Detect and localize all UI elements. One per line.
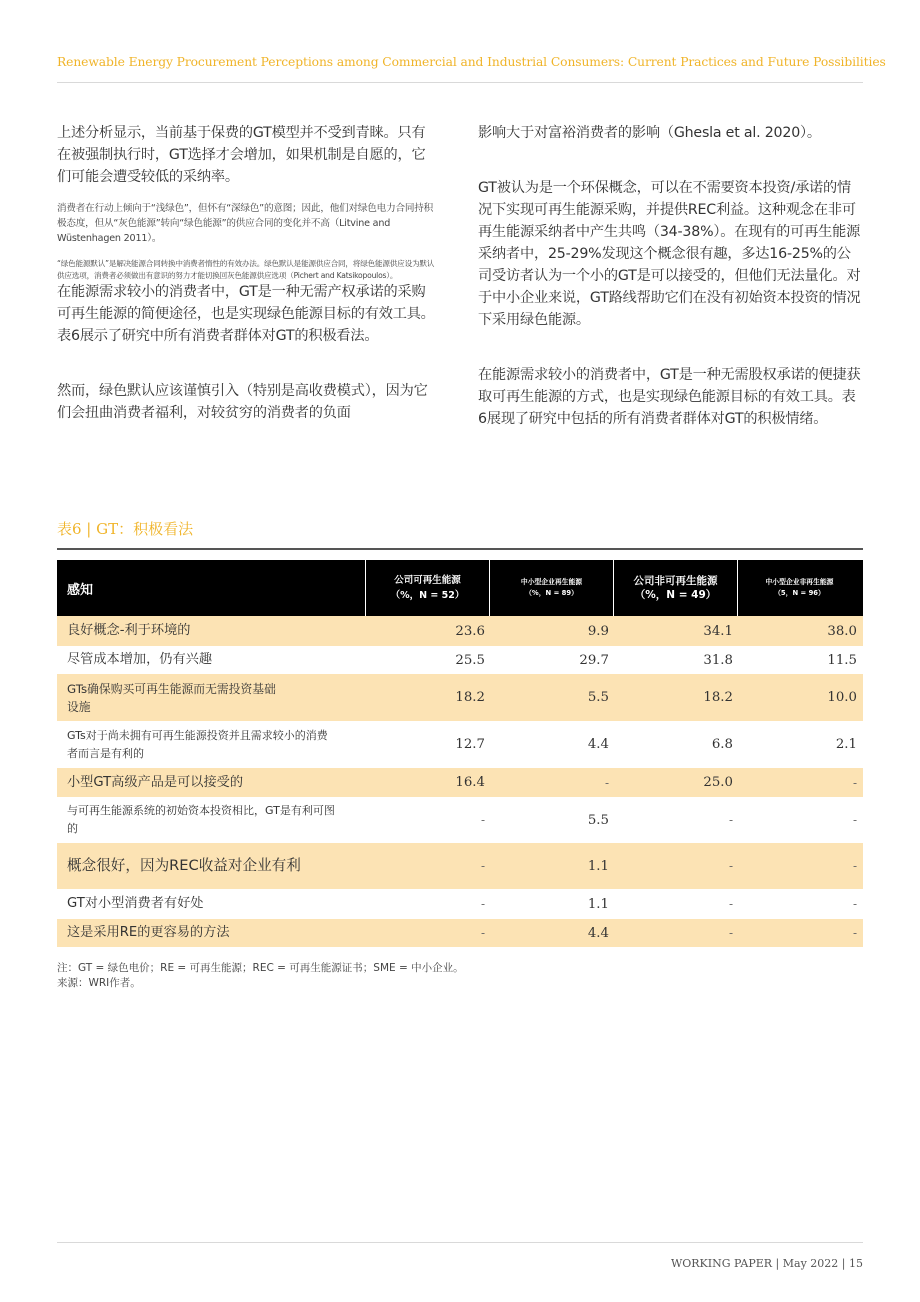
row-label: 与可再生能源系统的初始资本投资相比，GT是有利可图的 xyxy=(67,804,335,835)
left-paragraph-3: 然而，绿色默认应该谨慎引入（特别是高收费模式），因为它们会扭曲消费者福利，对较贫穷的消费者的负面 xyxy=(57,383,428,421)
header-sme-nonrenewable: 中小型企业非再生能源（5，N = 96） xyxy=(737,560,861,616)
table-title: 表6 | GT：积极看法 xyxy=(57,520,194,538)
table-row xyxy=(57,919,863,947)
value-sme-nonrenewable: - xyxy=(852,897,857,911)
right-column xyxy=(478,122,864,430)
left-column xyxy=(57,122,437,424)
value-corporate-nonrenewable: - xyxy=(728,813,733,827)
value-corporate-renewable: - xyxy=(480,813,485,827)
abbreviation-note: 注：GT = 绿色电价；RE = 可再生能源；REC = 可再生能源证书；SME = 中小企业。 xyxy=(57,962,464,974)
page-footer: WORKING PAPER | May 2022 | 15 xyxy=(670,1257,863,1270)
value-sme-nonrenewable: - xyxy=(852,926,857,940)
row-label: 小型GT高级产品是可以接受的 xyxy=(67,774,244,790)
value-sme-renewable: 1.1 xyxy=(587,896,609,912)
value-corporate-renewable: - xyxy=(480,897,485,911)
value-sme-nonrenewable: - xyxy=(852,775,857,790)
right-paragraph-1: 影响大于对富裕消费者的影响（Ghesla et al. 2020）。 xyxy=(478,125,821,141)
value-sme-renewable: 4.4 xyxy=(587,925,609,941)
left-paragraph-2: 在能源需求较小的消费者中，GT是一种无需产权承诺的采购可再生能源的简便途径，也是实现绿色能源目标的有效工具。表6展示了研究中所有消费者群体对GT的积极看法。 xyxy=(57,284,435,344)
row-label: 良好概念-利于环境的 xyxy=(67,623,191,638)
row-label: GTs对于尚未拥有可再生能源投资并且需求较小的消费者而言是有利的 xyxy=(67,728,328,760)
value-corporate-nonrenewable: - xyxy=(728,859,733,873)
value-sme-renewable: 5.5 xyxy=(587,812,609,828)
value-corporate-renewable: 23.6 xyxy=(455,623,485,639)
row-label: 尽管成本增加，仍有兴趣 xyxy=(67,652,213,667)
table-row xyxy=(57,616,863,646)
right-paragraph-2: GT被认为是一个环保概念，可以在不需要资本投资/承诺的情况下实现可再生能源采购，并提供REC利益。这种观念在非可再生能源采纳者中产生共鸣（34-38%）。在现有的可再生能源采纳者中，25-29%发现这个概念很有趣，多达16-25%的公司受访者认为一个小的GT是可以接受的，但他们无法量化。对于中小企业来说，GT路线帮助它们在没有初始资本投资的情况下采用绿色能源。 xyxy=(478,180,861,328)
value-corporate-nonrenewable: 18.2 xyxy=(703,690,733,705)
value-sme-nonrenewable: 2.1 xyxy=(835,737,857,752)
footer-divider xyxy=(57,1242,863,1243)
table-header-row xyxy=(57,560,863,616)
value-corporate-renewable: - xyxy=(480,926,485,940)
value-sme-nonrenewable: - xyxy=(852,859,857,873)
value-corporate-nonrenewable: 34.1 xyxy=(703,623,733,639)
table-title-rule xyxy=(57,548,863,550)
row-label: GT对小型消费者有好处 xyxy=(67,896,204,911)
header-corporate-nonrenewable: 公司非可再生能源（%，N = 49） xyxy=(613,560,737,616)
table-notes xyxy=(57,961,464,991)
value-corporate-nonrenewable: 25.0 xyxy=(703,775,733,790)
value-sme-renewable: 29.7 xyxy=(579,652,609,668)
table-body xyxy=(57,616,863,947)
value-sme-nonrenewable: 11.5 xyxy=(827,652,857,668)
value-corporate-renewable: 25.5 xyxy=(455,652,485,668)
value-corporate-nonrenewable: - xyxy=(728,897,733,911)
table-row xyxy=(57,889,863,919)
value-sme-renewable: 5.5 xyxy=(587,690,609,705)
row-label: GTs确保购买可再生能源而无需投资基础设施 xyxy=(67,681,276,714)
right-paragraph-3: 在能源需求较小的消费者中，GT是一种无需股权承诺的便捷获取可再生能源的方式，也是实现绿色能源目标的有效工具。表6展现了研究中包括的所有消费者群体对GT的积极情绪。 xyxy=(478,367,861,427)
value-sme-renewable: 4.4 xyxy=(587,737,609,752)
value-corporate-nonrenewable: - xyxy=(728,926,733,940)
table-row xyxy=(57,843,863,889)
table-row xyxy=(57,674,863,721)
value-sme-renewable: 1.1 xyxy=(587,858,609,874)
left-paragraph-1: 上述分析显示，当前基于保费的GT模型并不受到青睐。只有在被强制执行时，GT选择才会增加，如果机制是自愿的，它们可能会遭受较低的采纳率。 xyxy=(57,125,426,185)
header-corporate-renewable: 公司可再生能源（%，N = 52） xyxy=(365,560,489,616)
value-corporate-renewable: - xyxy=(480,859,485,873)
left-note-1: 消费者在行动上倾向于“浅绿色”，但怀有“深绿色”的意图；因此，他们对绿色电力合同持积极态度，但从“灰色能源”转向“绿色能源”的供应合同的变化并不高（Litvine and Wüstenhagen 2011）。 xyxy=(57,203,434,244)
value-corporate-nonrenewable: 31.8 xyxy=(703,652,733,668)
value-sme-renewable: 9.9 xyxy=(587,623,609,639)
source-note: 来源：WRI作者。 xyxy=(57,977,141,989)
value-sme-nonrenewable: 10.0 xyxy=(827,690,857,705)
running-header: Renewable Energy Procurement Perceptions among Commercial and Industrial Consumers: Current Practices and Future Possibilities xyxy=(57,55,886,69)
table-row xyxy=(57,646,863,674)
value-corporate-renewable: 16.4 xyxy=(455,775,485,790)
left-note-2: “绿色能源默认”是解决能源合同转换中消费者惰性的有效办法。绿色默认是能源供应合同，将绿色能源供应设为默认供应选项，消费者必须做出有意识的努力才能切换回灰色能源供应选项（Pichert and Katsikopoulos）。 xyxy=(57,259,435,280)
table-row xyxy=(57,797,863,843)
value-sme-renewable: - xyxy=(604,775,609,790)
header-perception: 感知 xyxy=(67,582,94,598)
value-sme-nonrenewable: - xyxy=(852,813,857,827)
row-label: 这是采用RE的更容易的方法 xyxy=(67,925,230,940)
row-label: 概念很好，因为REC收益对企业有利 xyxy=(67,857,301,874)
table-row xyxy=(57,721,863,768)
perception-table xyxy=(57,560,863,947)
header-sme-renewable: 中小型企业再生能源（%，N = 89） xyxy=(489,560,613,616)
header-divider xyxy=(57,82,863,83)
value-corporate-renewable: 18.2 xyxy=(455,690,485,705)
value-corporate-nonrenewable: 6.8 xyxy=(711,737,733,752)
value-sme-nonrenewable: 38.0 xyxy=(827,623,857,639)
table-row xyxy=(57,768,863,797)
value-corporate-renewable: 12.7 xyxy=(455,737,485,752)
